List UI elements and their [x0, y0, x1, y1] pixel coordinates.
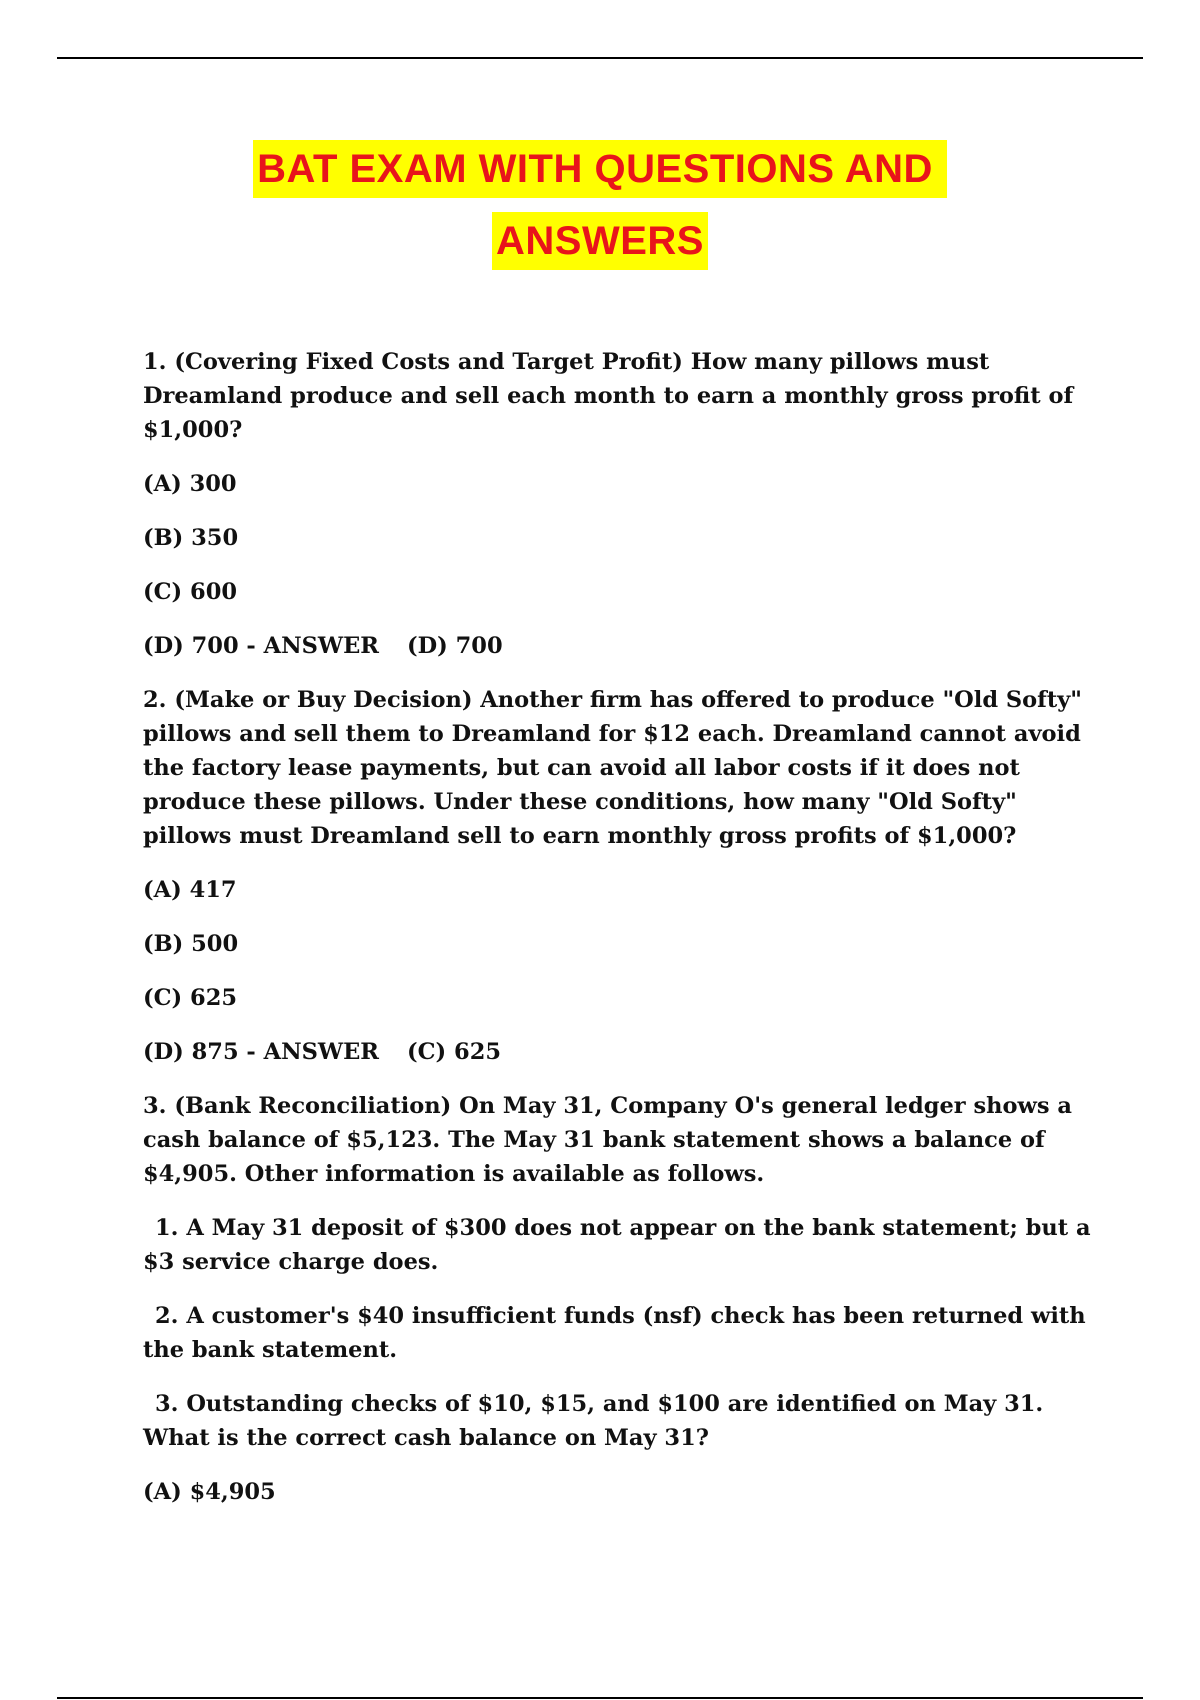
question-2-answer: (C) 625 — [407, 1039, 501, 1065]
question-1-option-d — [143, 629, 1098, 663]
question-2-option-a: (A) 417 — [143, 877, 237, 903]
question-3-item-2: 2. A customer's $40 insufficient funds (nsf) check has been returned with the bank statement. — [143, 1303, 1086, 1363]
question-3-text: 3. (Bank Reconciliation) On May 31, Company O's general ledger shows a cash balance of $5,123. The May 31 bank statement shows a balance of $4,905. Other information is available as follows. — [143, 1093, 1072, 1187]
title-line-1: BAT EXAM WITH QUESTIONS AND — [253, 140, 947, 198]
question-1-option-c: (C) 600 — [143, 579, 237, 605]
question-2-option-c: (C) 625 — [143, 985, 237, 1011]
question-2-option-d — [143, 1035, 1098, 1069]
question-1-option-a: (A) 300 — [143, 471, 237, 497]
document-body — [143, 345, 1098, 1529]
question-2-option-b: (B) 500 — [143, 931, 239, 957]
question-3-item-3: 3. Outstanding checks of $10, $15, and $100 are identified on May 31. What is the correct cash balance on May 31? — [143, 1391, 1044, 1451]
question-1-option-d-label: (D) 700 - ANSWER — [143, 633, 379, 659]
document-title — [0, 140, 1200, 270]
question-1-text: 1. (Covering Fixed Costs and Target Profit) How many pillows must Dreamland produce and sell each month to earn a monthly gross profit of $1,000? — [143, 349, 1074, 443]
question-2-text: 2. (Make or Buy Decision) Another firm has offered to produce "Old Softy" pillows and sell them to Dreamland for $12 each. Dreamland cannot avoid the factory lease payments, but can avoid all labor costs if it does not produce these pillows. Under these conditions, how many "Old Softy" pillows must Dreamland sell to earn monthly gross profits of $1,000? — [143, 687, 1083, 849]
question-3-option-a: (A) $4,905 — [143, 1479, 276, 1505]
question-3-item-1: 1. A May 31 deposit of $300 does not appear on the bank statement; but a $3 service charge does. — [143, 1215, 1091, 1275]
question-1-answer: (D) 700 — [407, 633, 503, 659]
bottom-rule — [57, 1697, 1143, 1699]
title-line-2: ANSWERS — [492, 212, 708, 270]
question-2-option-d-label: (D) 875 - ANSWER — [143, 1039, 379, 1065]
question-1-option-b: (B) 350 — [143, 525, 239, 551]
top-rule — [57, 57, 1143, 59]
